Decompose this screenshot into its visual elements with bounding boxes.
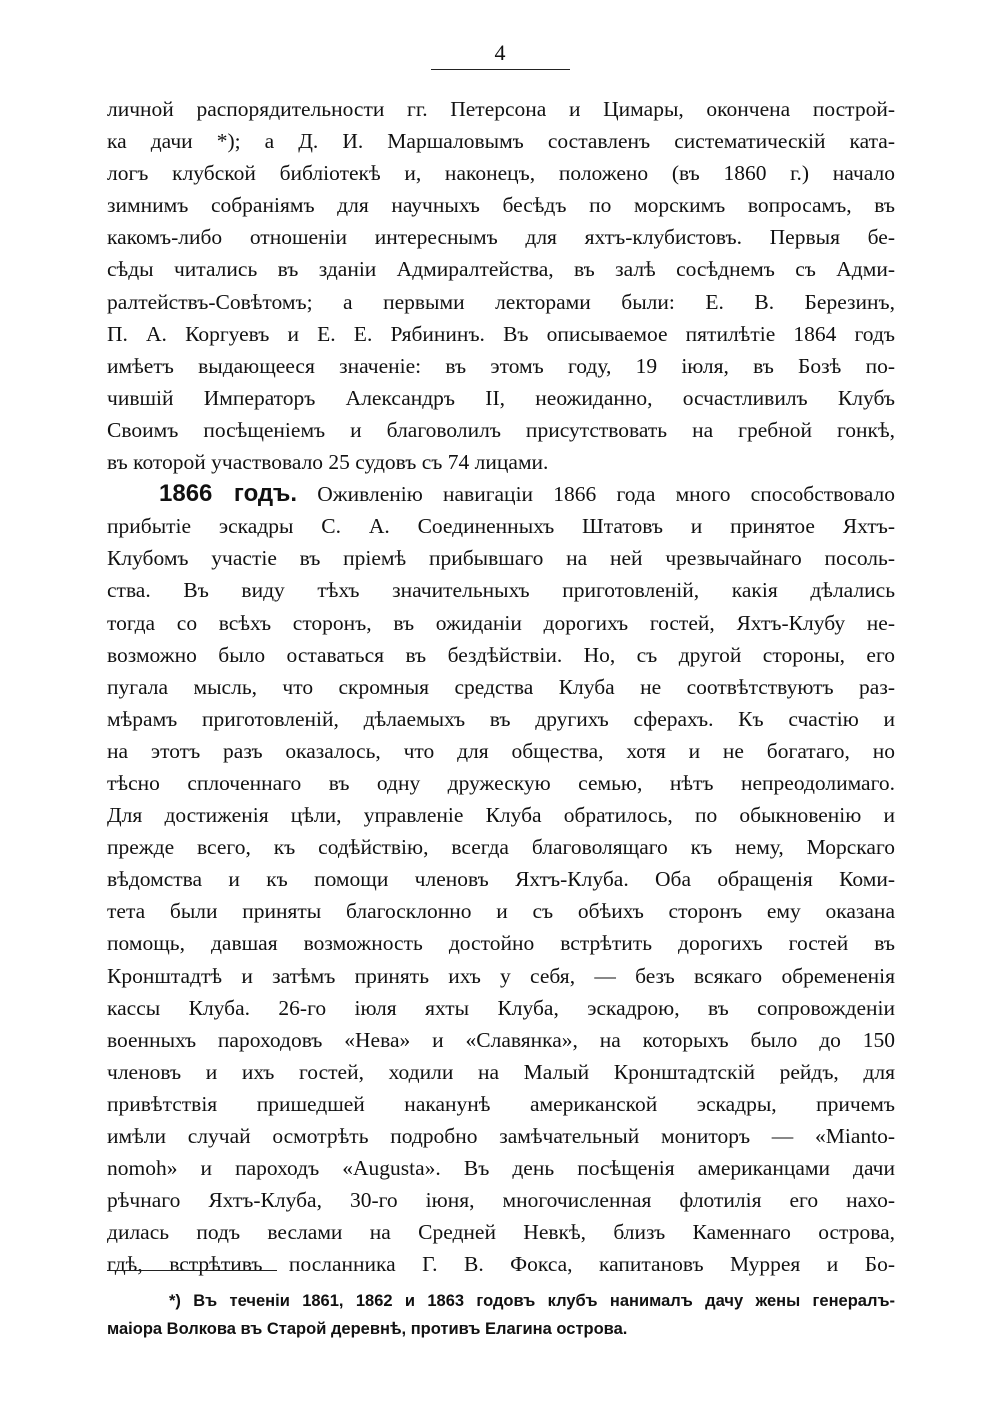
page-number: 4 — [431, 40, 570, 70]
footnote — [107, 1287, 895, 1343]
text-line: кассы Клуба. 26-го іюля яхты Клуба, эскадрою, въ сопровожденіи — [107, 995, 895, 1020]
text-line: военныхъ пароходовъ «Нева» и «Славянка», на которыхъ было до 150 — [107, 1027, 895, 1052]
text-line: имѣли случай осмотрѣть подробно замѣчательный мониторъ — «Mianto- — [107, 1124, 895, 1148]
section-first-line-text: Оживленію навигаціи 1866 года много способствовало — [317, 482, 895, 507]
text-line: вѣдомства и къ помощи членовъ Яхтъ-Клуба. Оба обращенія Коми- — [107, 867, 895, 892]
text-line: тета были приняты благосклонно и съ обѣихъ сторонъ ему оказана — [107, 899, 895, 924]
text-line: прежде всего, къ содѣйствію, всегда благоволящаго къ нему, Морскаго — [107, 835, 895, 860]
page-number-container — [0, 40, 1000, 70]
text-line: мѣрамъ приготовленій, дѣлаемыхъ въ другихъ сферахъ. Къ счастію и — [107, 706, 895, 731]
text-line: П. А. Коргуевъ и Е. Е. Рябининъ. Въ описываемое пятилѣтіе 1864 годъ — [107, 321, 895, 346]
text-line: членовъ и ихъ гостей, ходили на Малый Кронштадтскій рейдъ, для — [107, 1059, 895, 1084]
footnote-line: *) Въ теченіи 1861, 1862 и 1863 годовъ клубъ нанималъ дачу жены генералъ- — [169, 1292, 895, 1310]
text-line: прибытіе эскадры С. А. Соединенныхъ Штатовъ и принятое Яхтъ- — [107, 514, 895, 539]
section-first-line — [107, 478, 895, 510]
text-line: дилась подъ веслами на Средней Невкѣ, близъ Каменнаго острова, — [107, 1220, 895, 1245]
text-line: nomoh» и пароходъ «Augusta». Въ день посѣщенія американцами дачи — [107, 1156, 895, 1181]
text-line: какомъ-либо отношеніи интереснымъ для яхтъ-клубистовъ. Первыя бе- — [107, 225, 895, 250]
text-line: логъ клубской библіотекѣ и, наконецъ, положено (въ 1860 г.) начало — [107, 161, 895, 186]
section-heading-1866: 1866 годъ. — [159, 480, 297, 508]
text-line: пугала мысль, что скромныя средства Клуба не соотвѣтствуютъ раз- — [107, 674, 895, 699]
text-line: рѣчнаго Яхтъ-Клуба, 30-го іюня, многочисленная флотилія его нахо- — [107, 1188, 895, 1213]
text-line: ралтействъ-Совѣтомъ; а первыми лекторами были: Е. В. Березинъ, — [107, 289, 895, 314]
text-line: Кронштадтѣ и затѣмъ принять ихъ у себя, — безъ всякаго обремененія — [107, 963, 895, 988]
text-line: тогда со всѣхъ сторонъ, въ ожиданіи дорогихъ гостей, Яхтъ-Клубу не- — [107, 610, 895, 635]
text-line: ства. Въ виду тѣхъ значительныхъ приготовленій, какія дѣлались — [107, 578, 895, 603]
text-line: на этотъ разъ оказалось, что для общества, хотя и не богатаго, но — [107, 738, 895, 763]
text-line: чившій Императоръ Александръ II, неожиданно, осчастливилъ Клубъ — [107, 385, 895, 410]
text-line: возможно было оставаться въ бездѣйствіи. Но, съ другой стороны, его — [107, 642, 895, 667]
text-line: зимнимъ собраніямъ для научныхъ бесѣдъ по морскимъ вопросамъ, въ — [107, 193, 895, 218]
text-line: привѣтствія пришедшей наканунѣ американской эскадры, причемъ — [107, 1091, 895, 1116]
text-line: личной распорядительности гг. Петерсона и Цимары, окончена построй- — [107, 97, 895, 121]
text-line: помощь, давшая возможность достойно встрѣтить дорогихъ гостей въ — [107, 931, 895, 956]
text-line: гдѣ, встрѣтивъ посланника Г. В. Фокса, капитановъ Муррея и Бо- — [107, 1252, 895, 1277]
footnote-divider — [107, 1270, 277, 1271]
text-line: Для достиженія цѣли, управленіе Клуба обратилось, по обыкновенію и — [107, 803, 895, 828]
text-line: Клубомъ участіе въ пріемѣ прибывшаго на ней чрезвычайнаго посоль- — [107, 546, 895, 571]
text-line: ка дачи *); а Д. И. Маршаловымъ составленъ систематическій ката- — [107, 129, 895, 154]
text-line: въ которой участвовало 25 судовъ съ 74 лицами. — [107, 450, 549, 475]
text-line: Своимъ посѣщеніемъ и благоволилъ присутствовать на гребной гонкѣ, — [107, 417, 895, 442]
text-line: тѣсно сплоченнаго въ одну дружескую семью, нѣтъ непреодолимаго. — [107, 770, 895, 795]
text-line: сѣды читались въ зданіи Адмиралтейства, въ залѣ сосѣднемъ съ Адми- — [107, 257, 895, 282]
footnote-line: маіора Волкова въ Старой деревнѣ, противъ Елагина острова. — [107, 1320, 628, 1338]
main-text — [107, 93, 895, 1280]
text-line: имѣетъ выдающееся значеніе: въ этомъ году, 19 іюля, въ Бозѣ по- — [107, 353, 895, 378]
